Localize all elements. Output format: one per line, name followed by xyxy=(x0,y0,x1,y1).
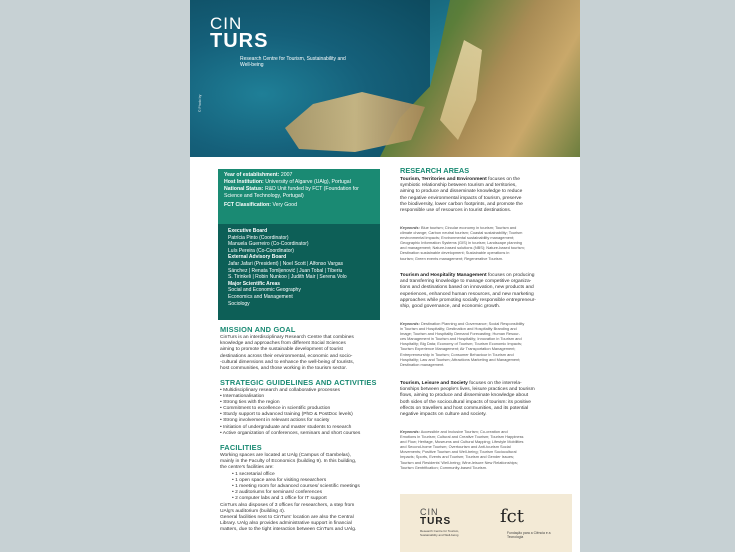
logo-turs-text: TURS xyxy=(210,30,269,52)
logo-subtitle: Research Centre for Tourism, Sustainability and Well-being xyxy=(240,56,346,68)
strategic-list xyxy=(220,388,395,437)
list-item: • Initiation of undergraduate and master students to research xyxy=(220,424,352,430)
list-item: • Commitment to excellence in scientific production xyxy=(220,406,331,412)
hero-photo xyxy=(190,0,580,157)
footer-logo-box xyxy=(400,494,572,552)
advisory-board-heading: External Advisory Board xyxy=(228,254,287,261)
year-line: Year of establishment: 2007 xyxy=(224,172,293,178)
status-line: National Status: R&D Unit funded by FCT (Foundation for Science and Technology, Portugal) xyxy=(224,186,359,199)
footer-cinturs-subtitle: Research Centre for Tourism, Sustainability and Well-being xyxy=(420,529,460,537)
footer-turs-logo: TURS xyxy=(420,516,452,527)
area3-keywords: Keywords: Accessible and Inclusive Tourism; Co-creation and Emotions in Tourism; Cultural and Creative Tourism; Tourism Happiness and Flow; Heritage, Museums and Cultural Mapping; Lifestyle Mobilities and Second-home Tourism; Overtourism and Anti-tourism Social Movements; Positive Tourism and Well-being; Tourism Sociocultural Impacts; Sports, Events and Tourism; Tourism and Gender Issues; Tourism and Residents' Well-being; Wine-leisure New Relationships; Tourism Gentrification; Community-based Tourism. xyxy=(400,429,524,470)
exec-line: Manuela Guerreiro (Co-Coordinator) xyxy=(228,241,309,248)
poster-page xyxy=(190,0,580,552)
list-item: • 2 auditoriums for seminars/ conferences xyxy=(232,490,323,496)
area1-keywords: Keywords: Blue tourism; Circular economy in tourism; Tourism and climate change; Carbon neutral tourism; Coastal sustainability; Tourism environmental impacts; Environmental sustainability management; Geographic Information Systems (GIS) in tourism; Landscape planning and management; Nature-based solutions (NBS); Nature-based tourism; Destination sustainable development; Sustainable operations in tourism; Green events management; Regenerative Tourism. xyxy=(400,225,525,261)
classification-line: FCT Classification: Very Good xyxy=(224,202,297,208)
list-item: • Active organization of conferences, seminars and short courses xyxy=(220,430,361,436)
photo-credit: © Photo by xyxy=(198,94,202,112)
area3-text: Tourism, Leisure and Society focuses on the interrela- tionships between people's lives, leisure practices and tourism flows, aiming to produce and disseminate knowledge about both sides of the sociocultural impacts of tourism: its positive effects on travellers and host communities, and its potential negative impacts on culture and society. xyxy=(400,381,535,418)
institution-info-box xyxy=(218,169,380,224)
exec-line: Patrícia Pinto (Coordinator) xyxy=(228,234,289,241)
list-item: • Strong involvement in relevant actions for society xyxy=(220,418,330,424)
list-item: • 1 meeting room for advanced courses/ scientific meetings xyxy=(232,484,360,490)
list-item: • 2 computer labs and 1 office for IT support xyxy=(232,496,327,502)
advisory-line: Jafar Jafari (President) | Noel Scott | Alfonso Vargas xyxy=(228,260,344,267)
facilities-text: Working spaces are located at UAlg (Campus of Gambelas), mainly in the Faculty of Economics (building 9). In this building, the centre's facilities are: • 1 secretarial office • 1 open space area for visiting researchers • 1 meeting room for advanced courses/ scientific meetings • 2 auditoriums for seminars/ conferences • 2 computer labs and 1 office for IT support CinTurs also disposes of 3 offices for researchers, a step from UAlg's auditorium (building 4). General facilities next to CinTurs' location are also the Central Library. UAlg also provides administrative support in financial matters, due to the tight interaction between CinTurs and UAlg. xyxy=(220,453,395,534)
list-item: • Strong ties with the region xyxy=(220,400,280,406)
fct-subtitle: Fundação para a Ciência e a Tecnologia xyxy=(507,531,551,539)
list-item: • Internationalisation xyxy=(220,394,265,400)
area-line: Sociology xyxy=(228,300,250,307)
list-item: • 1 open space area for visiting researchers xyxy=(232,477,327,483)
research-areas-heading: RESEARCH AREAS xyxy=(400,166,470,175)
mission-text: CinTurs is an interdisciplinary Research Centre that combines knowledge and approaches from different Social Sciences aiming to promote the sustainable development of tourist destinations across their environmental, economic and socio- -cultural dimensions and to enhance the well-being of tourists, host communities, and those working in the tourism sector. xyxy=(220,335,355,372)
area-line: Social and Economic Geography xyxy=(228,287,301,294)
executive-board-heading: Executive Board xyxy=(228,228,268,234)
list-item: • 1 secretarial office xyxy=(232,471,275,477)
facilities-heading: FACILITIES xyxy=(220,443,262,452)
area2-text: Tourism and Hospitality Management focuses on producing and transferring knowledge to manage competitive organiza- tions and destinations based on innovation, new products and experiences, enhanced human resources, and new marketing approaches while promoting socially responsible entrepreneur- ship, good governance, and economic growth. xyxy=(400,273,536,310)
logo-cin-text: CIN xyxy=(210,14,243,33)
area1-text: Tourism, Territories and Environment focuses on the symbiotic relationship between tourism and territories, aiming to produce and disseminate knowledge to reduce the negative environmental impacts of tourism, preserve the biodiversity, lower carbon footprints, and promote the responsible use of resources in tourist destinations. xyxy=(400,177,523,214)
advisory-line: S. Tirinkeli | Robin Nunkoo | Judith Mair | Serena Volo xyxy=(228,274,347,281)
board-box xyxy=(218,224,380,320)
scientific-areas-heading: Major Scientific Areas xyxy=(228,280,281,287)
area-line: Economics and Management xyxy=(228,293,293,300)
area2-keywords: Keywords: Destination Planning and Governance; Social Responsibility in Tourism and Hospitality; Destination and Hospitality Branding and Image; Tourism and Hospitality Demand Forecasting; Human Resour- ces Management in Tourism and Hospitality; Innovation in Tourism and Hospitality; Big Data; Economy of Tourism; Tourism Economic Impacts; Tourism Experience Management; Air Transportation Management; Entrepreneurship in Tourism; Consumer Behaviour in Tourism and Hospitality; Law and Tourism; Attractions Marketing and Management; Destination management. xyxy=(400,321,525,367)
exec-line: Luís Pereira (Co-Coordinator) xyxy=(228,247,294,254)
host-line: Host Institution: University of Algarve (UAlg), Portugal xyxy=(224,179,351,185)
area2-title: Tourism and Hospitality Management xyxy=(400,273,487,278)
footer-cin-logo: CIN xyxy=(420,507,439,517)
area1-title: Tourism, Territories and Environment xyxy=(400,177,487,182)
mission-heading: MISSION AND GOAL xyxy=(220,325,296,334)
fct-logo: fct xyxy=(500,506,524,527)
advisory-line: Sánchez | Renata Tomljenović | Juan Tobal | Tiberiu xyxy=(228,267,343,274)
strategic-heading: STRATEGIC GUIDELINES AND ACTIVITIES xyxy=(220,378,377,387)
list-item: • Sturdy support to advanced training (PhD & PostDoc levels) xyxy=(220,412,353,418)
list-item: • Multidisciplinary research and collaborative processes xyxy=(220,388,340,393)
area3-title: Tourism, Leisure and Society xyxy=(400,381,468,386)
